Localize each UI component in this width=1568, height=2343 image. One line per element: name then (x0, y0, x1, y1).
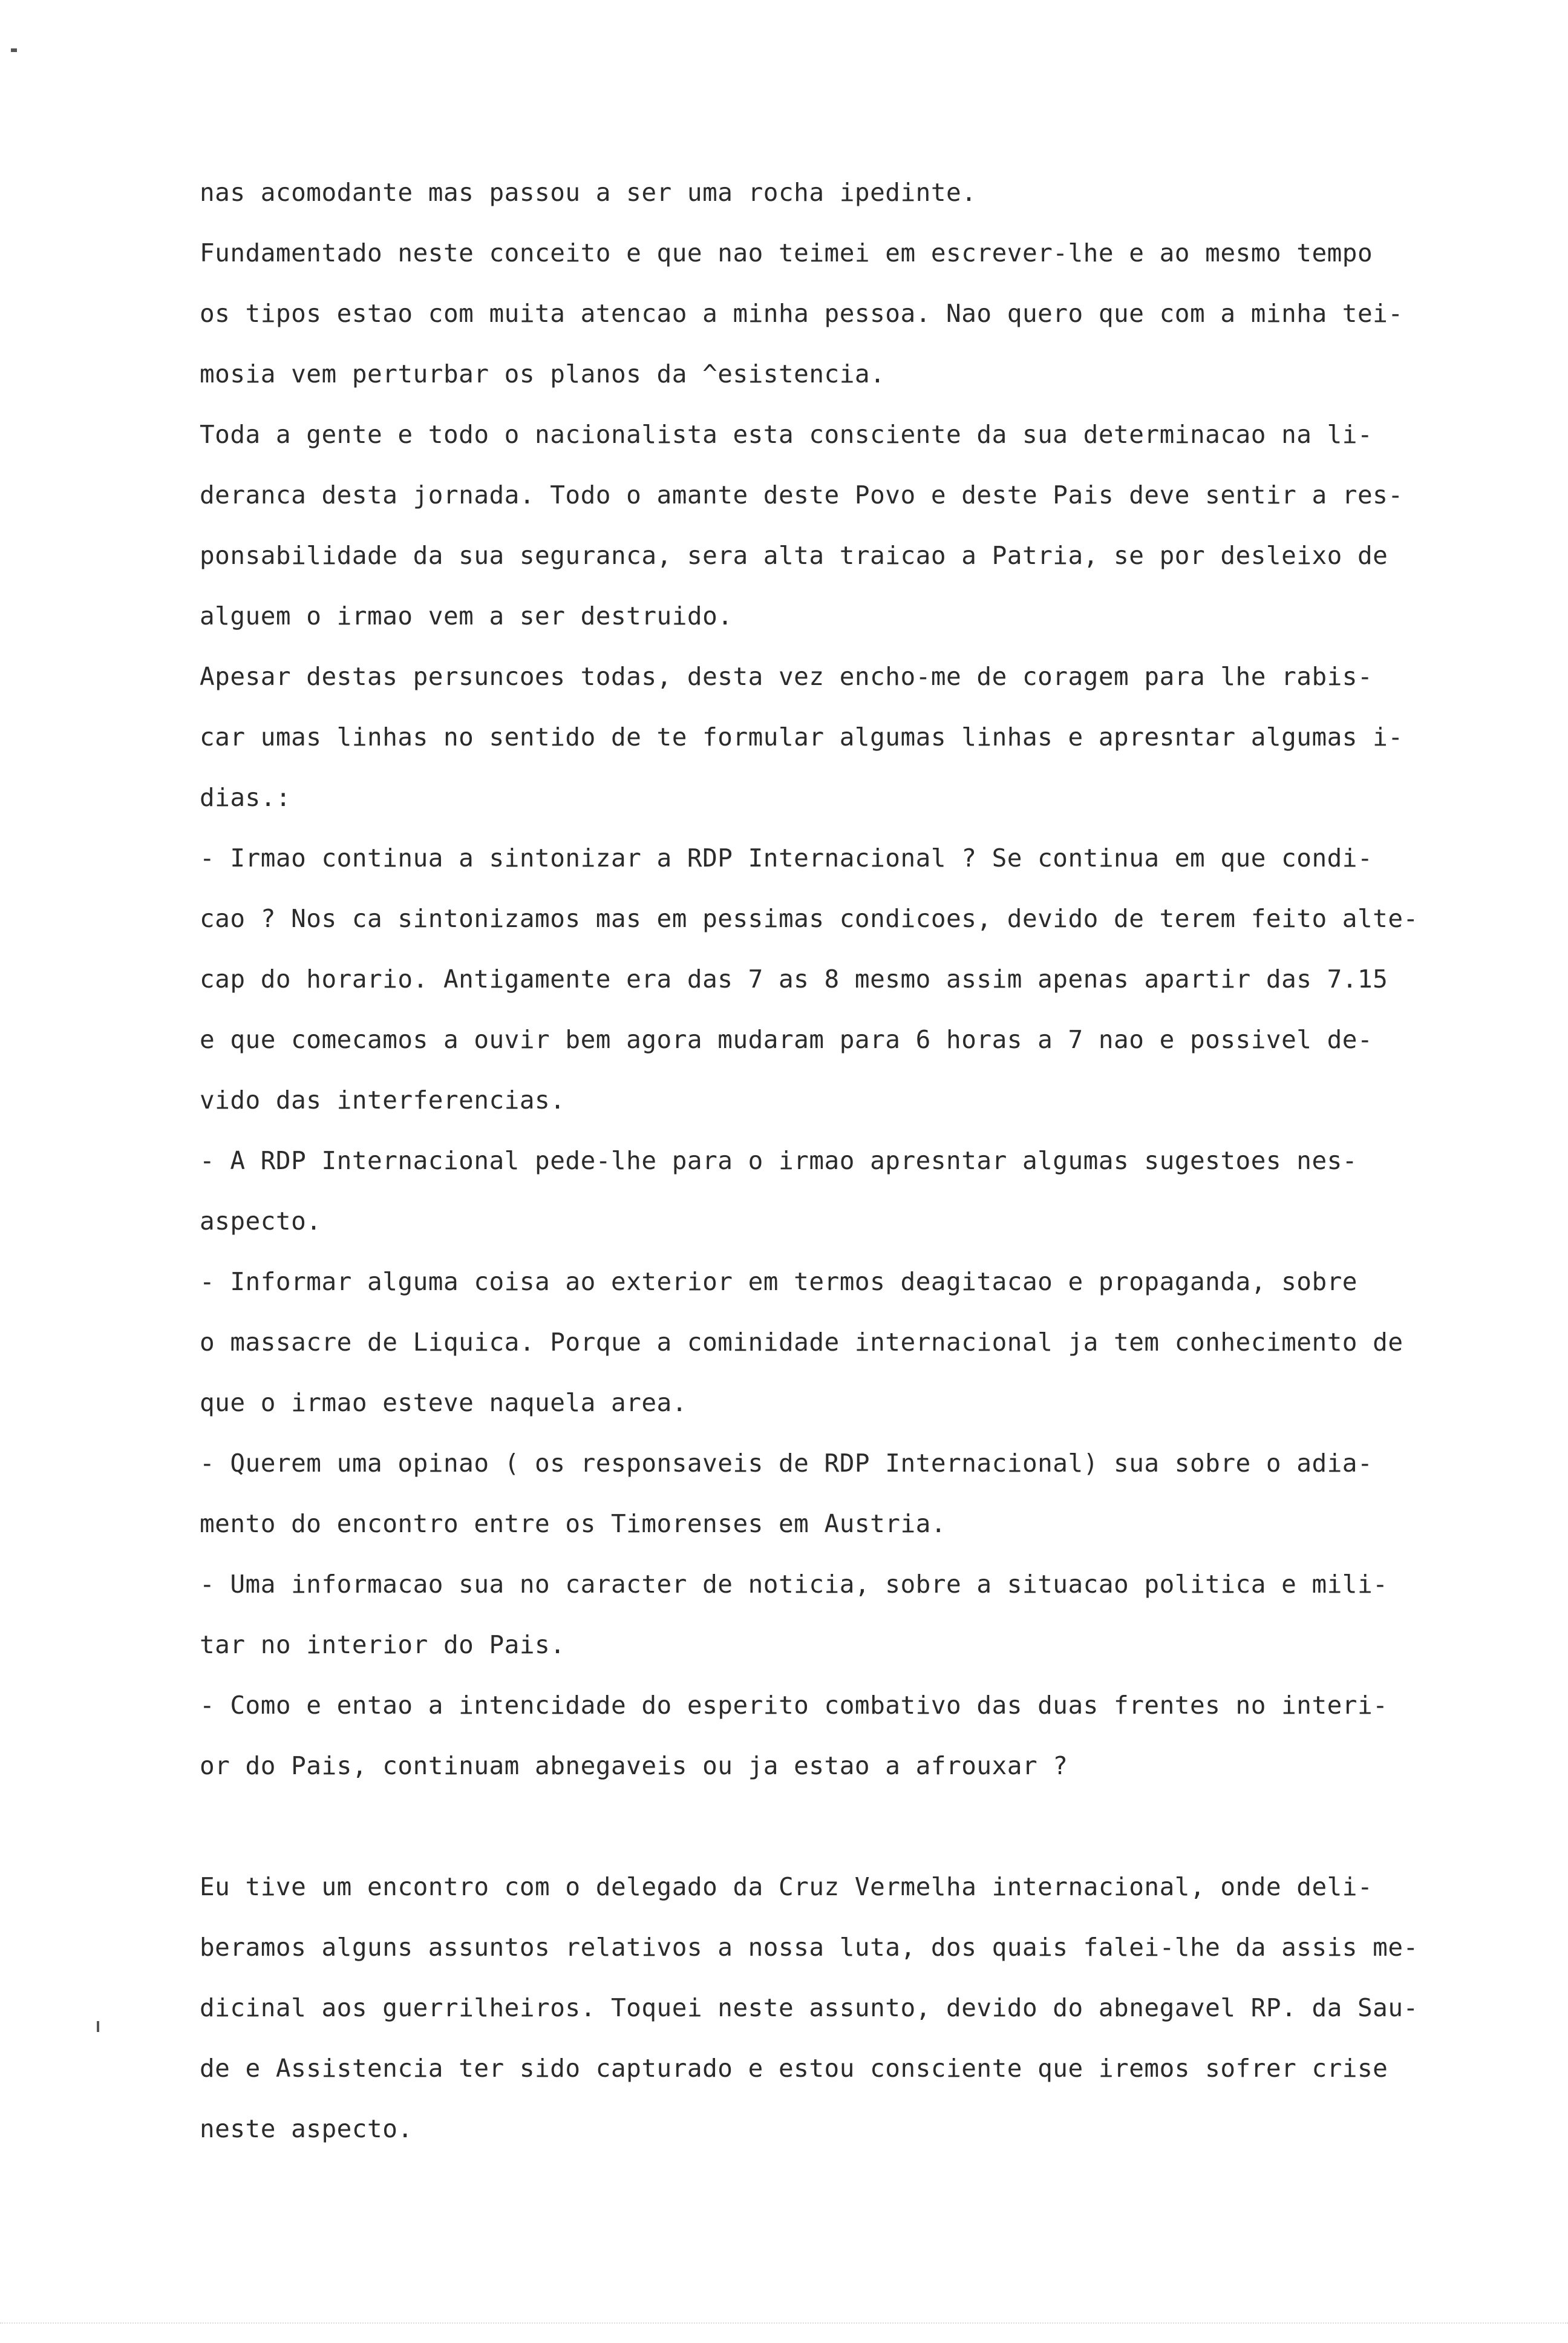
scan-speck (11, 48, 17, 52)
text-line: Toda a gente e todo o nacionalista esta consciente da sua determinacao na li- (200, 420, 1373, 449)
text-line: alguem o irmao vem a ser destruido. (200, 601, 733, 631)
text-line: que o irmao esteve naquela area. (200, 1388, 687, 1417)
text-line: - A RDP Internacional pede-lhe para o irmao apresntar algumas sugestoes nes- (200, 1146, 1357, 1175)
text-line: dicinal aos guerrilheiros. Toquei neste assunto, devido do abnegavel RP. da Sau- (200, 1993, 1419, 2022)
text-line: cap do horario. Antigamente era das 7 as 8 mesmo assim apenas apartir das 7.15 (200, 965, 1388, 994)
paragraph-gap (200, 1796, 1410, 1856)
text-line: - Como e entao a intencidade do esperito combativo das duas frentes no interi- (200, 1691, 1388, 1720)
scan-bottom-edge (0, 2322, 1568, 2343)
text-line: de e Assistencia ter sido capturado e estou consciente que iremos sofrer crise (200, 2054, 1388, 2083)
text-line: ponsabilidade da sua seguranca, sera alta traicao a Patria, se por desleixo de (200, 541, 1388, 570)
text-line: - Querem uma opinao ( os responsaveis de RDP Internacional) sua sobre o adia- (200, 1449, 1373, 1478)
scan-speck (97, 2021, 99, 2032)
text-line: dias.: (200, 783, 292, 812)
text-line: mento do encontro entre os Timorenses em Austria. (200, 1509, 947, 1538)
text-line: Apesar destas persuncoes todas, desta vez encho-me de coragem para lhe rabis- (200, 662, 1373, 691)
text-line: os tipos estao com muita atencao a minha pessoa. Nao quero que com a minha tei- (200, 299, 1403, 328)
text-line: e que comecamos a ouvir bem agora mudaram para 6 horas a 7 nao e possivel de- (200, 1025, 1373, 1054)
text-line: - Informar alguma coisa ao exterior em termos deagitacao e propaganda, sobre (200, 1267, 1357, 1296)
text-line: o massacre de Liquica. Porque a cominidade internacional ja tem conhecimento de (200, 1328, 1403, 1357)
text-line: car umas linhas no sentido de te formular algumas linhas e apresntar algumas i- (200, 723, 1403, 752)
text-line: cao ? Nos ca sintonizamos mas em pessimas condicoes, devido de terem feito alte- (200, 904, 1419, 933)
text-line: deranca desta jornada. Todo o amante deste Povo e deste Pais deve sentir a res- (200, 480, 1403, 510)
text-line: tar no interior do Pais. (200, 1630, 566, 1659)
text-line: vido das interferencias. (200, 1086, 566, 1115)
typewritten-text (200, 162, 1419, 2159)
text-line: beramos alguns assuntos relativos a nossa luta, dos quais falei-lhe da assis me- (200, 1933, 1419, 1962)
text-line: - Uma informacao sua no caracter de noticia, sobre a situacao politica e mili- (200, 1570, 1388, 1599)
text-line: Fundamentado neste conceito e que nao teimei em escrever-lhe e ao mesmo tempo (200, 238, 1373, 267)
text-line: nas acomodante mas passou a ser uma rocha ipedinte. (200, 178, 977, 207)
text-line: neste aspecto. (200, 2114, 413, 2143)
text-line: mosia vem perturbar os planos da ^esistencia. (200, 359, 886, 388)
text-line: Eu tive um encontro com o delegado da Cruz Vermelha internacional, onde deli- (200, 1872, 1373, 1901)
text-line: aspecto. (200, 1207, 322, 1236)
text-line: or do Pais, continuam abnegaveis ou ja estao a afrouxar ? (200, 1751, 1068, 1780)
text-line: - Irmao continua a sintonizar a RDP Internacional ? Se continua em que condi- (200, 844, 1373, 873)
